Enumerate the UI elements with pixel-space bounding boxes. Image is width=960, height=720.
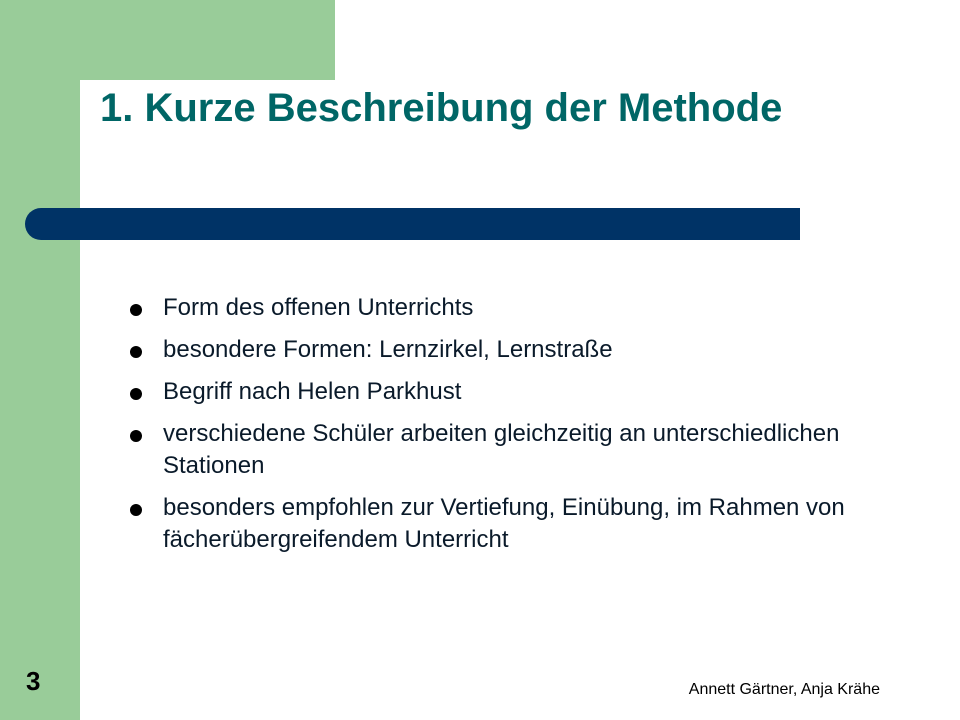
bullet-text: Form des offenen Unterrichts [163, 294, 474, 321]
footer-authors: Annett Gärtner, Anja Krähe [688, 681, 880, 698]
bullet-dot-icon [130, 430, 142, 442]
bullet-dot-icon [130, 304, 142, 316]
bullet-dot-icon [130, 504, 142, 516]
bullet-text: verschiedene Schüler arbeiten gleichzeitig an unterschiedlichen Stationen [163, 420, 840, 479]
bullet-list [130, 292, 900, 566]
bullet-item [130, 376, 900, 408]
left-accent-band [0, 0, 80, 720]
bullet-dot-icon [130, 346, 142, 358]
slide-title: 1. Kurze Beschreibung der Methode [100, 86, 783, 130]
bullet-dot-icon [130, 388, 142, 400]
bullet-text: Begriff nach Helen Parkhust [163, 378, 462, 405]
bullet-item [130, 418, 900, 482]
bullet-text: besondere Formen: Lernzirkel, Lernstraße [163, 336, 613, 363]
top-accent-block [0, 0, 335, 80]
title-underline-bar [25, 208, 800, 240]
bullet-item [130, 334, 900, 366]
bullet-item [130, 492, 900, 556]
bullet-text: besonders empfohlen zur Vertiefung, Einübung, im Rahmen von fächerübergreifendem Unterricht [163, 494, 845, 553]
slide-number: 3 [26, 666, 41, 696]
bullet-item [130, 292, 900, 324]
